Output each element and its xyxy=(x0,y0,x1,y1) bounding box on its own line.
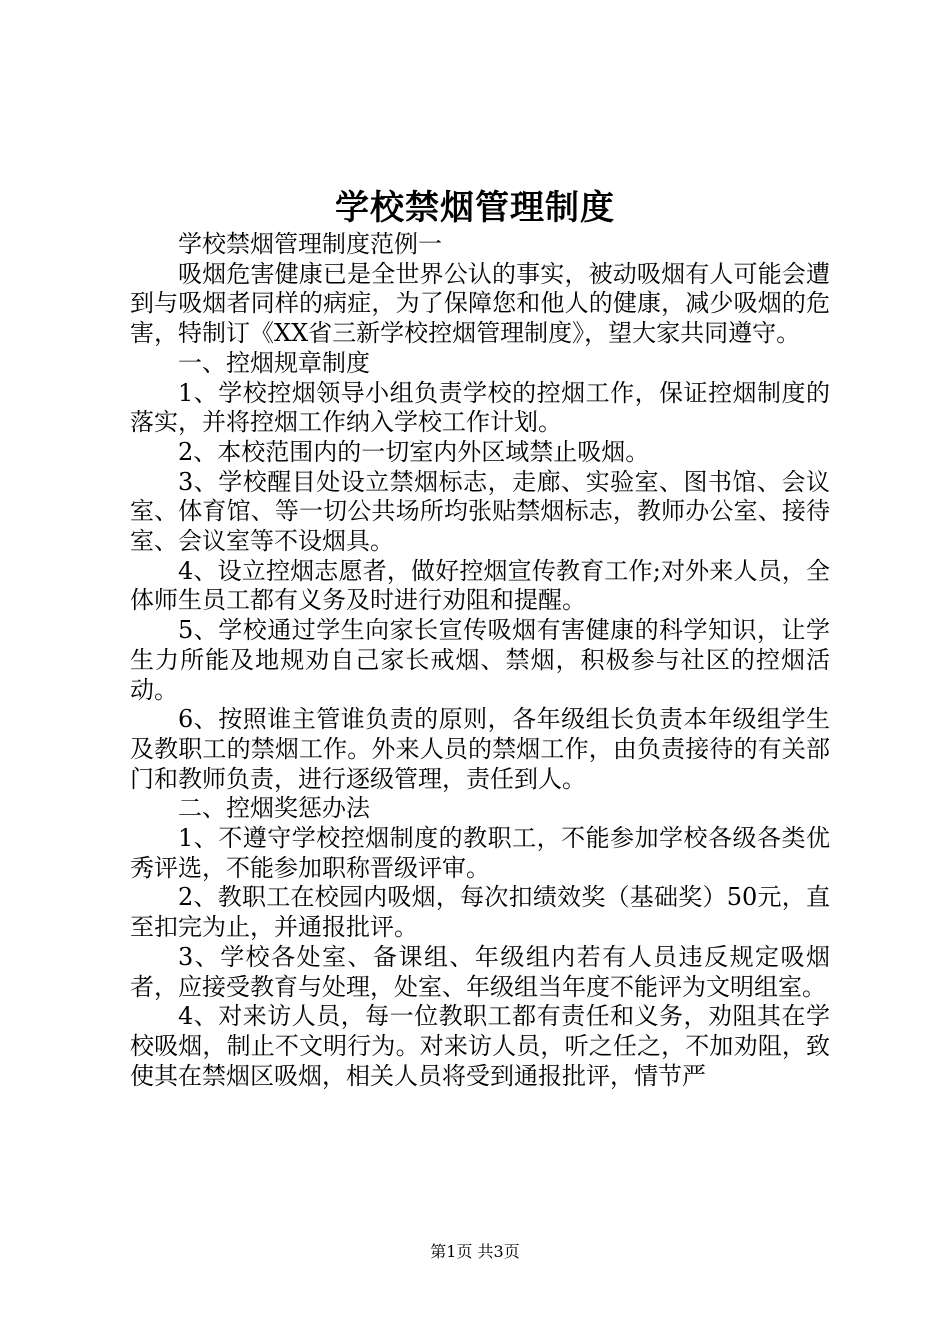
paragraph: 3、学校各处室、备课组、年级组内若有人员违反规定吸烟者，应接受教育与处理，处室、年级组当年度不能评为文明组室。 xyxy=(130,942,830,1001)
paragraph: 2、教职工在校园内吸烟，每次扣绩效奖（基础奖）50元，直至扣完为止，并通报批评。 xyxy=(130,883,830,942)
paragraph: 1、不遵守学校控烟制度的教职工，不能参加学校各级各类优秀评选，不能参加职称晋级评审。 xyxy=(130,824,830,882)
paragraph: 3、学校醒目处设立禁烟标志，走廊、实验室、图书馆、会议室、体育馆、等一切公共场所均张贴禁烟标志，教师办公室、接待室、会议室等不设烟具。 xyxy=(130,467,830,556)
page-number: 第1页 共3页 xyxy=(430,1242,520,1261)
section-heading: 二、控烟奖惩办法 xyxy=(178,794,370,823)
paragraph: 学校禁烟管理制度范例一 xyxy=(178,230,442,258)
paragraph: 2、本校范围内的一切室内外区域禁止吸烟。 xyxy=(178,437,650,466)
paragraph: 4、对来访人员，每一位教职工都有责任和义务，劝阻其在学校吸烟，制止不文明行为。对来访人员，听之任之，不加劝阻，致使其在禁烟区吸烟，相关人员将受到通报批评，情节严 xyxy=(130,1002,830,1090)
page-title: 学校禁烟管理制度 xyxy=(335,188,615,228)
paragraph: 1、学校控烟领导小组负责学校的控烟工作，保证控烟制度的落实，并将控烟工作纳入学校工作计划。 xyxy=(130,378,830,437)
document-body xyxy=(130,230,830,1091)
paragraph: 吸烟危害健康已是全世界公认的事实，被动吸烟有人可能会遭到与吸烟者同样的病症，为了保障您和他人的健康，减少吸烟的危害，特制订《XX省三新学校控烟管理制度》，望大家共同遵守。 xyxy=(130,259,830,348)
paragraph: 4、设立控烟志愿者，做好控烟宣传教育工作;对外来人员，全体师生员工都有义务及时进行劝阻和提醒。 xyxy=(130,556,830,615)
paragraph: 6、按照谁主管谁负责的原则，各年级组长负责本年级组学生及教职工的禁烟工作。外来人员的禁烟工作，由负责接待的有关部门和教师负责，进行逐级管理，责任到人。 xyxy=(130,705,830,793)
section-heading: 一、控烟规章制度 xyxy=(178,348,370,377)
paragraph: 5、学校通过学生向家长宣传吸烟有害健康的科学知识，让学生力所能及地规劝自己家长戒烟、禁烟，积极参与社区的控烟活动。 xyxy=(130,616,830,704)
